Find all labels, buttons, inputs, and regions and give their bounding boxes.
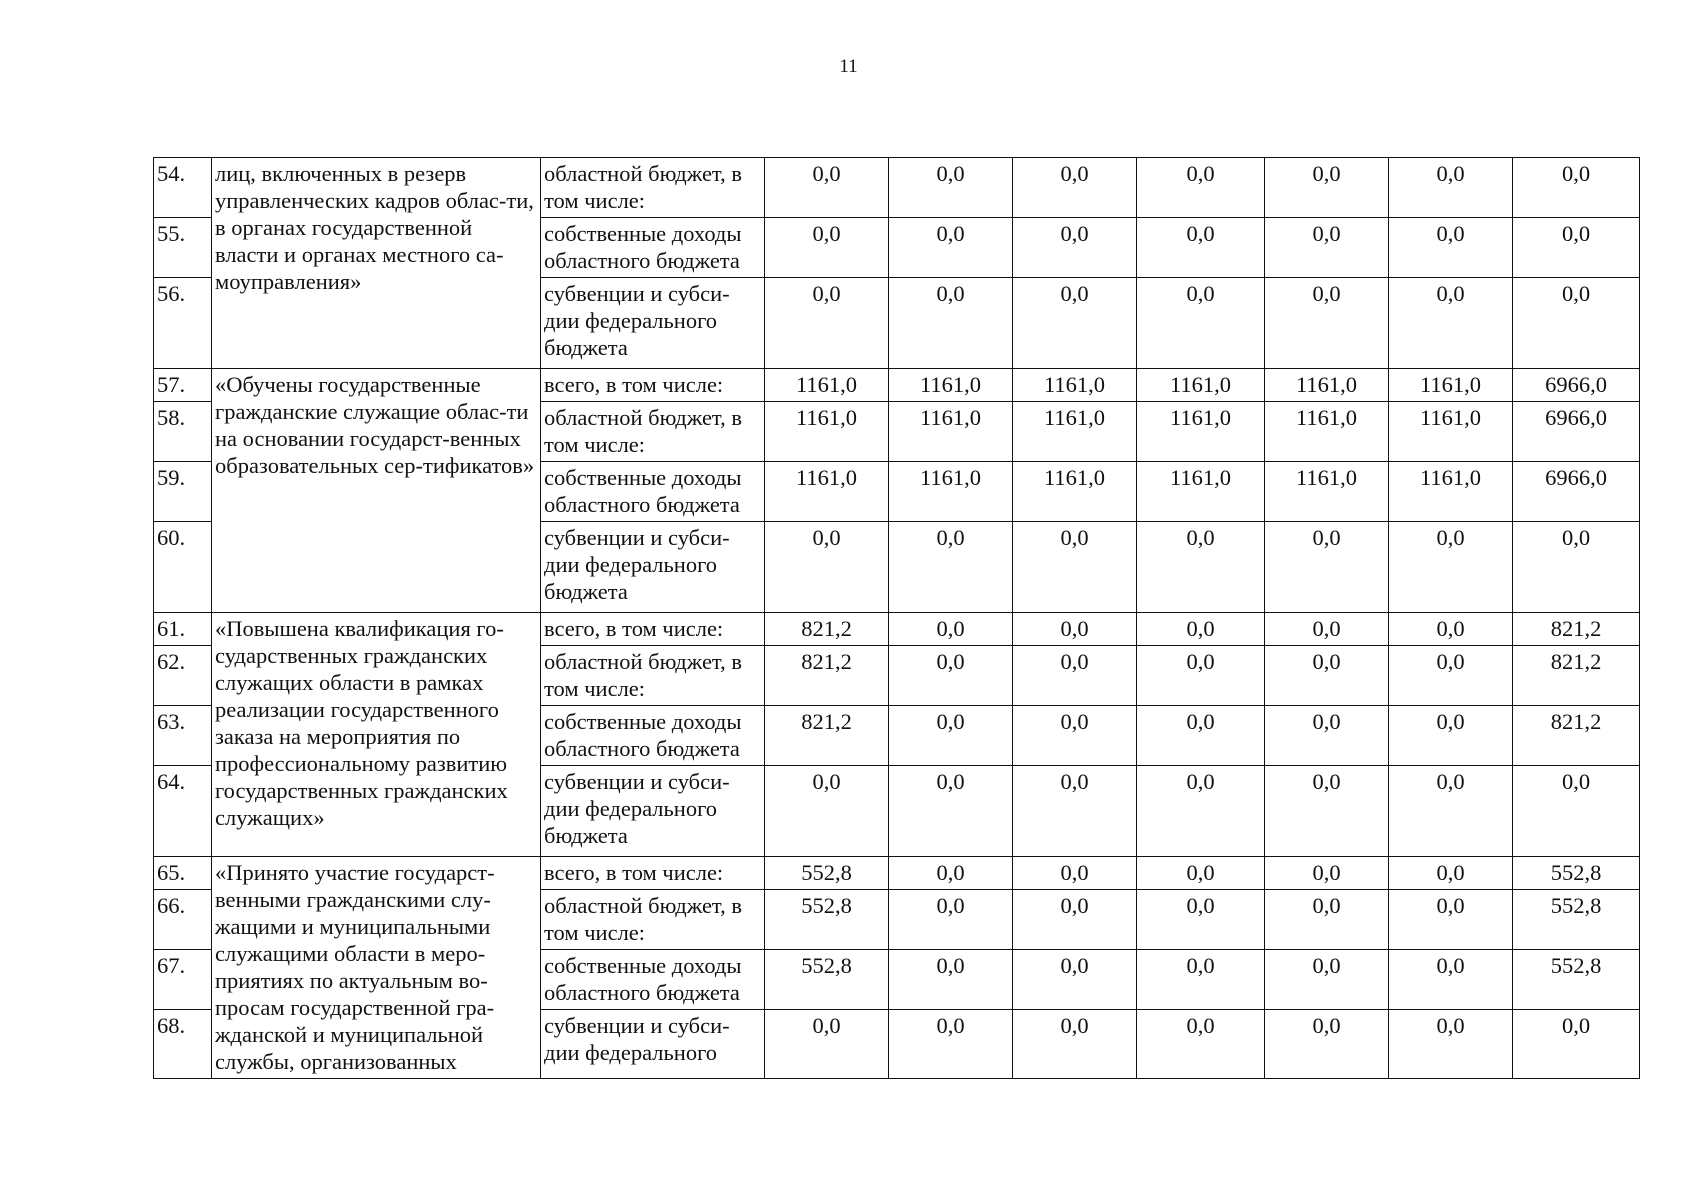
- value-cell: 0,0: [1389, 857, 1513, 890]
- value-cell: 0,0: [1137, 613, 1265, 646]
- value-cell: 0,0: [765, 158, 889, 218]
- value-cell: 1161,0: [889, 369, 1013, 402]
- value-total: 0,0: [1513, 522, 1640, 613]
- value-cell: 0,0: [1137, 646, 1265, 706]
- value-cell: 0,0: [1137, 1010, 1265, 1079]
- value-cell: 821,2: [765, 613, 889, 646]
- value-total: 552,8: [1513, 857, 1640, 890]
- value-total: 552,8: [1513, 890, 1640, 950]
- funding-source: собственные доходы областного бюджета: [541, 706, 765, 766]
- value-cell: 0,0: [889, 1010, 1013, 1079]
- value-cell: 0,0: [1265, 1010, 1389, 1079]
- value-cell: 0,0: [889, 890, 1013, 950]
- value-total: 6966,0: [1513, 402, 1640, 462]
- funding-source: субвенции и субси-дии федерального бюджета: [541, 522, 765, 613]
- value-total: 0,0: [1513, 218, 1640, 278]
- value-cell: 0,0: [1265, 218, 1389, 278]
- value-cell: 0,0: [765, 766, 889, 857]
- funding-source: областной бюджет, в том числе:: [541, 890, 765, 950]
- value-cell: 0,0: [889, 522, 1013, 613]
- event-description: «Повышена квалификация го-сударственных гражданских служащих области в рамках реализации государственного заказа на мероприятия по профессиональному развитию государственных гражданских служащих»: [212, 613, 541, 857]
- value-cell: 0,0: [1265, 857, 1389, 890]
- value-cell: 0,0: [1137, 766, 1265, 857]
- row-number: 68.: [154, 1010, 212, 1079]
- value-cell: 1161,0: [1389, 462, 1513, 522]
- value-cell: 0,0: [1013, 158, 1137, 218]
- funding-source: областной бюджет, в том числе:: [541, 402, 765, 462]
- value-cell: 0,0: [1137, 950, 1265, 1010]
- value-cell: 1161,0: [1013, 402, 1137, 462]
- funding-source: всего, в том числе:: [541, 369, 765, 402]
- value-cell: 0,0: [1013, 950, 1137, 1010]
- value-cell: 1161,0: [765, 462, 889, 522]
- funding-source: всего, в том числе:: [541, 613, 765, 646]
- value-cell: 0,0: [1137, 218, 1265, 278]
- value-cell: 0,0: [1013, 613, 1137, 646]
- value-total: 821,2: [1513, 613, 1640, 646]
- value-cell: 0,0: [889, 857, 1013, 890]
- value-cell: 1161,0: [1137, 462, 1265, 522]
- value-total: 821,2: [1513, 706, 1640, 766]
- row-number: 59.: [154, 462, 212, 522]
- event-description: «Принято участие государст-венными гражданскими слу-жащими и муниципальными служащими области в меро-приятиях по актуальным во-просам государственной гра-жданской и муниципальной службы, организованных: [212, 857, 541, 1079]
- value-cell: 0,0: [889, 613, 1013, 646]
- value-cell: 0,0: [889, 218, 1013, 278]
- value-cell: 0,0: [1389, 646, 1513, 706]
- value-total: 552,8: [1513, 950, 1640, 1010]
- funding-source: субвенции и субси-дии федерального: [541, 1010, 765, 1079]
- row-number: 54.: [154, 158, 212, 218]
- row-number: 62.: [154, 646, 212, 706]
- value-total: 0,0: [1513, 278, 1640, 369]
- value-cell: 0,0: [765, 278, 889, 369]
- value-cell: 0,0: [1013, 646, 1137, 706]
- value-cell: 1161,0: [889, 462, 1013, 522]
- value-cell: 821,2: [765, 706, 889, 766]
- funding-source: областной бюджет, в том числе:: [541, 646, 765, 706]
- budget-table-body: [154, 158, 1640, 1079]
- row-number: 56.: [154, 278, 212, 369]
- value-cell: 0,0: [1013, 766, 1137, 857]
- value-cell: 0,0: [1389, 613, 1513, 646]
- value-total: 821,2: [1513, 646, 1640, 706]
- funding-source: собственные доходы областного бюджета: [541, 462, 765, 522]
- value-cell: 1161,0: [765, 369, 889, 402]
- value-cell: 0,0: [765, 522, 889, 613]
- row-number: 58.: [154, 402, 212, 462]
- value-cell: 0,0: [1389, 706, 1513, 766]
- value-cell: 0,0: [1265, 646, 1389, 706]
- value-cell: 0,0: [1137, 522, 1265, 613]
- value-cell: 0,0: [765, 218, 889, 278]
- value-cell: 0,0: [1389, 278, 1513, 369]
- value-cell: 0,0: [1265, 158, 1389, 218]
- value-total: 6966,0: [1513, 462, 1640, 522]
- value-cell: 0,0: [1265, 706, 1389, 766]
- table-row: [154, 369, 1640, 402]
- value-cell: 1161,0: [1265, 402, 1389, 462]
- table-row: [154, 857, 1640, 890]
- value-cell: 1161,0: [1013, 369, 1137, 402]
- value-cell: 1161,0: [1265, 369, 1389, 402]
- value-cell: 0,0: [1389, 950, 1513, 1010]
- value-cell: 1161,0: [1013, 462, 1137, 522]
- value-cell: 1161,0: [765, 402, 889, 462]
- value-cell: 0,0: [1013, 218, 1137, 278]
- value-cell: 0,0: [1389, 1010, 1513, 1079]
- event-description: «Обучены государственные гражданские служащие облас-ти на основании государст-венных образовательных сер-тификатов»: [212, 369, 541, 613]
- value-cell: 1161,0: [1389, 369, 1513, 402]
- value-cell: 0,0: [889, 278, 1013, 369]
- funding-source: субвенции и субси-дии федерального бюджета: [541, 278, 765, 369]
- row-number: 64.: [154, 766, 212, 857]
- value-cell: 0,0: [1265, 522, 1389, 613]
- value-cell: 1161,0: [1389, 402, 1513, 462]
- value-cell: 0,0: [1137, 278, 1265, 369]
- row-number: 66.: [154, 890, 212, 950]
- value-cell: 0,0: [889, 158, 1013, 218]
- value-total: 6966,0: [1513, 369, 1640, 402]
- value-cell: 0,0: [1265, 278, 1389, 369]
- value-cell: 0,0: [1013, 857, 1137, 890]
- value-cell: 0,0: [1265, 950, 1389, 1010]
- value-cell: 0,0: [889, 706, 1013, 766]
- value-cell: 0,0: [889, 646, 1013, 706]
- value-cell: 0,0: [1013, 890, 1137, 950]
- value-cell: 0,0: [1389, 522, 1513, 613]
- value-cell: 1161,0: [1137, 402, 1265, 462]
- table-row: [154, 158, 1640, 218]
- value-total: 0,0: [1513, 766, 1640, 857]
- value-cell: 821,2: [765, 646, 889, 706]
- row-number: 65.: [154, 857, 212, 890]
- row-number: 61.: [154, 613, 212, 646]
- value-cell: 552,8: [765, 890, 889, 950]
- event-description: лиц, включенных в резерв управленческих кадров облас-ти, в органах государственной власти и органах местного са-моуправления»: [212, 158, 541, 369]
- row-number: 60.: [154, 522, 212, 613]
- value-cell: 1161,0: [889, 402, 1013, 462]
- value-cell: 0,0: [1389, 218, 1513, 278]
- value-cell: 1161,0: [1137, 369, 1265, 402]
- value-cell: 0,0: [1137, 890, 1265, 950]
- value-cell: 0,0: [1137, 857, 1265, 890]
- row-number: 55.: [154, 218, 212, 278]
- table-row: [154, 613, 1640, 646]
- row-number: 57.: [154, 369, 212, 402]
- value-cell: 0,0: [1265, 766, 1389, 857]
- value-cell: 0,0: [1013, 278, 1137, 369]
- value-cell: 0,0: [1013, 706, 1137, 766]
- value-cell: 0,0: [1013, 522, 1137, 613]
- funding-source: субвенции и субси-дии федерального бюджета: [541, 766, 765, 857]
- value-cell: 0,0: [889, 766, 1013, 857]
- value-cell: 0,0: [1389, 890, 1513, 950]
- row-number: 67.: [154, 950, 212, 1010]
- value-cell: 0,0: [889, 950, 1013, 1010]
- value-total: 0,0: [1513, 1010, 1640, 1079]
- value-cell: 0,0: [1013, 1010, 1137, 1079]
- value-cell: 0,0: [1265, 613, 1389, 646]
- budget-table: [153, 157, 1640, 1079]
- value-cell: 0,0: [1389, 158, 1513, 218]
- value-cell: 0,0: [765, 1010, 889, 1079]
- value-cell: 552,8: [765, 857, 889, 890]
- funding-source: собственные доходы областного бюджета: [541, 950, 765, 1010]
- funding-source: областной бюджет, в том числе:: [541, 158, 765, 218]
- value-cell: 0,0: [1137, 706, 1265, 766]
- row-number: 63.: [154, 706, 212, 766]
- value-cell: 1161,0: [1265, 462, 1389, 522]
- funding-source: всего, в том числе:: [541, 857, 765, 890]
- value-cell: 552,8: [765, 950, 889, 1010]
- page-number: 11: [839, 56, 858, 77]
- funding-source: собственные доходы областного бюджета: [541, 218, 765, 278]
- value-cell: 0,0: [1137, 158, 1265, 218]
- value-cell: 0,0: [1265, 890, 1389, 950]
- value-total: 0,0: [1513, 158, 1640, 218]
- value-cell: 0,0: [1389, 766, 1513, 857]
